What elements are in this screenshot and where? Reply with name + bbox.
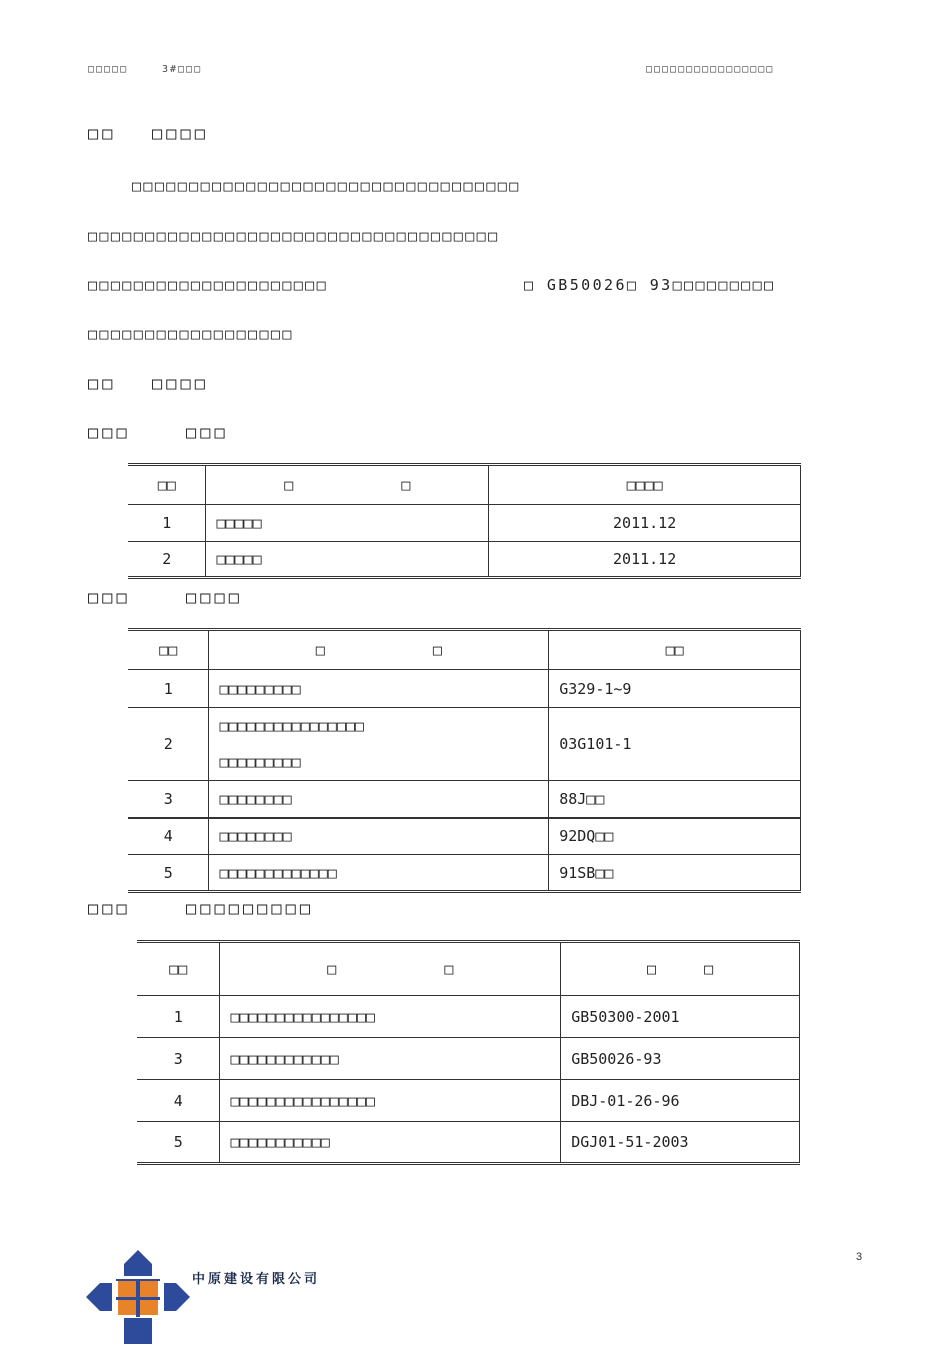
col-header-name-b: □ — [432, 641, 442, 659]
col-header-code-b: □ — [704, 960, 714, 978]
table-row — [128, 855, 801, 892]
col-header-name-b: □ — [401, 476, 411, 494]
cell-name: □□□□□ — [206, 505, 489, 542]
table-row — [137, 996, 800, 1038]
paragraph-line-3a: □□□□□□□□□□□□□□□□□□□□□ — [88, 276, 329, 294]
table-row — [128, 781, 801, 818]
cell-name: □□□□□□□□□□□ — [220, 1122, 561, 1164]
table-row — [128, 670, 801, 708]
sub1-title: □□□ — [186, 423, 229, 443]
table-row — [128, 818, 801, 855]
col-header-code-a: □ — [647, 960, 657, 978]
table-row — [137, 1038, 800, 1080]
page-number: 3 — [856, 1251, 863, 1263]
sub3-title: □□□□□□□□□ — [186, 899, 315, 919]
cell-name: □□□□□□□□□□□□□□□□ — [220, 996, 561, 1038]
cell-no: 2 — [128, 542, 206, 578]
col-header-no: □□ — [137, 942, 220, 996]
cell-code: G329-1~9 — [549, 670, 801, 708]
section2-number: □□ — [88, 374, 117, 394]
drawings-table — [128, 463, 801, 579]
cell-no: 3 — [137, 1038, 220, 1080]
cell-no: 1 — [128, 505, 206, 542]
table-row — [137, 1122, 800, 1164]
cell-name: □□□□□ — [206, 542, 489, 578]
col-header-name-a: □ — [315, 641, 325, 659]
header-middle: 3#□□□ — [162, 64, 203, 75]
col-header-code — [561, 942, 800, 996]
col-header-name-a: □ — [327, 960, 337, 978]
cell-date: 2011.12 — [489, 505, 801, 542]
cell-code: 03G101-1 — [549, 708, 801, 781]
cell-name: □□□□□□□□□□□□ — [220, 1038, 561, 1080]
col-header-date: □□□□ — [489, 465, 801, 505]
table-row — [128, 542, 801, 578]
table-row — [128, 708, 801, 781]
cell-name: □□□□□□□□ — [209, 818, 549, 855]
col-header-name-b: □ — [444, 960, 454, 978]
col-header-no: □□ — [128, 630, 209, 670]
paragraph-line-2: □□□□□□□□□□□□□□□□□□□□□□□□□□□□□□□□□□□□ — [88, 227, 500, 245]
cell-no: 2 — [128, 708, 209, 781]
col-header-code: □□ — [549, 630, 801, 670]
header-right: □□□□□□□□□□□□□□□□ — [646, 64, 775, 75]
paragraph-line-4: □□□□□□□□□□□□□□□□□□ — [88, 325, 294, 343]
company-logo-icon — [86, 1250, 190, 1344]
cell-date: 2011.12 — [489, 542, 801, 578]
cell-code: DGJ01-51-2003 — [561, 1122, 800, 1164]
cell-code: 92DQ□□ — [549, 818, 801, 855]
cell-no: 1 — [128, 670, 209, 708]
cell-code: GB50300-2001 — [561, 996, 800, 1038]
cell-code: 88J□□ — [549, 781, 801, 818]
cell-code: DBJ-01-26-96 — [561, 1080, 800, 1122]
cell-name — [209, 708, 549, 781]
section1-title: □□□□ — [152, 124, 209, 144]
cell-name: □□□□□□□□□ — [209, 670, 549, 708]
cell-name-line-1: □□□□□□□□□□□□□□□□ — [219, 717, 364, 735]
sub2-number: □□□ — [88, 588, 131, 608]
cell-code: 91SB□□ — [549, 855, 801, 892]
cell-name: □□□□□□□□□□□□□□□□ — [220, 1080, 561, 1122]
col-header-name — [209, 630, 549, 670]
cell-name: □□□□□□□□ — [209, 781, 549, 818]
col-header-name — [220, 942, 561, 996]
table-header-row — [137, 942, 800, 996]
header-left: □□□□□ — [88, 64, 129, 75]
cell-no: 5 — [128, 855, 209, 892]
col-header-no: □□ — [128, 465, 206, 505]
paragraph-line-1: □□□□□□□□□□□□□□□□□□□□□□□□□□□□□□□□□□ — [132, 177, 521, 195]
cell-name: □□□□□□□□□□□□□ — [209, 855, 549, 892]
cell-no: 3 — [128, 781, 209, 818]
paragraph-line-3b: □ GB50026□ 93□□□□□□□□□ — [524, 276, 776, 294]
table-header-row — [128, 465, 801, 505]
section1-number: □□ — [88, 124, 117, 144]
cell-code: GB50026-93 — [561, 1038, 800, 1080]
table-row — [128, 505, 801, 542]
company-logo — [86, 1250, 190, 1344]
standards-table — [137, 940, 800, 1165]
sub2-title: □□□□ — [186, 588, 243, 608]
col-header-name-a: □ — [284, 476, 294, 494]
cell-name-line-2: □□□□□□□□□ — [219, 753, 301, 771]
company-name: 中原建设有限公司 — [192, 1272, 321, 1287]
section2-title: □□□□ — [152, 374, 209, 394]
cell-no: 4 — [137, 1080, 220, 1122]
sub3-number: □□□ — [88, 899, 131, 919]
cell-no: 4 — [128, 818, 209, 855]
sub1-number: □□□ — [88, 423, 131, 443]
table-header-row — [128, 630, 801, 670]
atlas-table — [128, 628, 801, 893]
cell-no: 1 — [137, 996, 220, 1038]
cell-no: 5 — [137, 1122, 220, 1164]
table-row — [137, 1080, 800, 1122]
col-header-name — [206, 465, 489, 505]
